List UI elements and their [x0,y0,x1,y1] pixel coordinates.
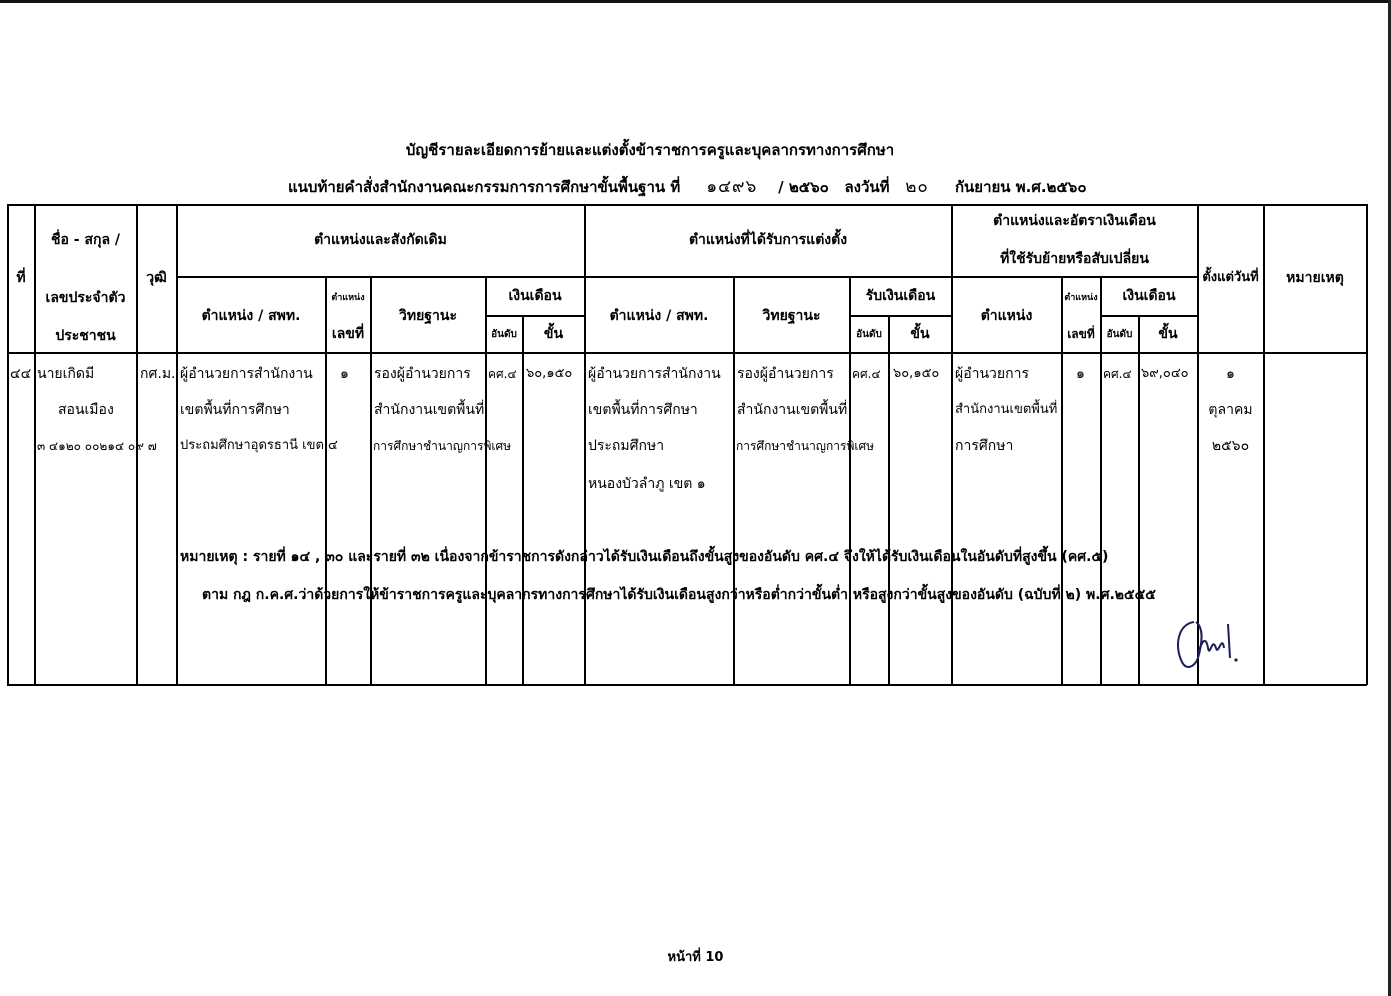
header-used-group-line2: ที่ใช้รับย้ายหรือสับเปลี่ยน [1000,251,1149,267]
row-used-rank: คศ.๔ [1103,367,1132,381]
row-new-position-line3: ประถมศึกษา [588,438,665,454]
row-citizen-id: ๓ ๔๑๒๐ ๐๐๒๑๔ ๐๙ ๗ [37,439,157,453]
row-name-line2: สอนเมือง [58,402,114,418]
header-remarks: หมายเหตุ [1286,270,1344,286]
document-title: บัญชีรายละเอียดการย้ายและแต่งตั้งข้าราชการครูและบุคลากรทางการศึกษา [405,141,895,159]
table-line-salary3 [1100,315,1197,317]
row-orig-step: ๖๐,๑๕๐ [526,366,573,381]
header-effective-date: ตั้งแต่วันที่ [1202,270,1259,285]
header-new-standing: วิทยฐานะ [762,308,821,324]
table-border-top [7,204,1367,206]
table-border-bottom [7,684,1367,686]
header-no: ที่ [16,270,26,286]
row-used-position-line2: สำนักงานเขตพื้นที่ [955,402,1058,417]
row-new-position-line4: หนองบัวลำภู เขต ๑ [588,476,706,492]
page-number: หน้าที่ 10 [667,950,724,965]
col-line-12 [951,204,953,685]
row-orig-standing-line3: การศึกษาชำนาญการพิเศษ [373,439,512,453]
header-new-rank: อันดับ [856,329,882,340]
header-used-number: เลขที่ [1067,327,1095,341]
row-no: ๔๔ [10,366,32,382]
col-line-15 [1138,315,1140,685]
order-number: ๑๔๙๖ [706,177,758,197]
row-new-standing-line1: รองผู้อำนวยการ [737,366,834,382]
col-line-3 [176,204,178,685]
table-line-salary2 [849,315,951,317]
header-orig-standing: วิทยฐานะ [399,308,457,324]
row-effective-line2: ตุลาคม [1208,402,1253,418]
header-orig-position-small: ตำแหน่ง [331,293,365,303]
table-border-right [1366,204,1368,685]
col-line-5 [370,276,372,685]
header-used-step: ขั้น [1158,326,1178,342]
table-line-subheader [177,276,1197,278]
header-name-line1: ชื่อ - สกุล / [50,232,121,248]
row-new-rank: คศ.๔ [852,367,881,381]
header-used-position-small: ตำแหน่ง [1064,293,1098,303]
header-used-salary: เงินเดือน [1122,288,1176,304]
col-line-7 [522,315,524,685]
order-year: / ๒๕๖๐ [778,178,829,196]
row-new-standing-line3: การศึกษาชำนาญการพิเศษ [736,439,875,453]
row-used-position-line1: ผู้อำนวยการ [955,366,1029,382]
header-orig-number: เลขที่ [331,326,365,342]
signature-mark [1172,614,1262,674]
date-label: ลงวันที่ [844,178,890,196]
header-new-position: ตำแหน่ง / สพท. [609,308,709,324]
header-original-group: ตำแหน่งและสังกัดเดิม [314,232,447,248]
header-name-line3: ประชาชน [55,328,116,344]
header-orig-salary: เงินเดือน [508,288,562,304]
col-line-9 [733,276,735,685]
row-new-position-line1: ผู้อำนวยการสำนักงาน [588,366,721,382]
header-used-group-line1: ตำแหน่งและอัตราเงินเดือน [993,213,1156,229]
col-line-11 [888,315,890,685]
col-line-1 [34,204,36,685]
col-line-8 [584,204,586,685]
header-name-line2: เลขประจำตัว [45,290,126,306]
header-appointed-group: ตำแหน่งที่ได้รับการแต่งตั้ง [688,232,848,248]
document-subtitle [288,173,1086,200]
row-effective-line3: ๒๕๖๐ [1211,438,1250,454]
row-orig-position-line3: ประถมศึกษาอุดรธานี เขต ๔ [180,438,338,453]
header-new-salary: รับเงินเดือน [865,288,936,304]
row-orig-number: ๑ [340,366,349,382]
row-name-line1: นายเกิดมี [37,366,95,382]
header-orig-position: ตำแหน่ง / สพท. [201,308,301,324]
row-degree: กศ.ม. [140,366,176,382]
table-line-salary [485,315,584,317]
row-used-step: ๖๙,๐๔๐ [1141,366,1189,381]
row-orig-position-line1: ผู้อำนวยการสำนักงาน [180,366,313,382]
header-orig-step: ขั้น [543,326,564,342]
order-day: ๒๐ [905,177,929,197]
header-new-step: ขั้น [910,326,930,342]
row-orig-position-line2: เขตพื้นที่การศึกษา [180,402,290,418]
row-effective-line1: ๑ [1226,366,1235,382]
row-orig-rank: คศ.๔ [488,367,517,381]
subtitle-prefix: แนบท้ายคำสั่งสำนักงานคณะกรรมการการศึกษาขั้นพื้นฐาน ที่ [288,178,681,196]
header-degree: วุฒิ [146,270,167,286]
row-used-number: ๑ [1076,366,1085,382]
header-used-rank: อันดับ [1106,329,1133,340]
row-new-standing-line2: สำนักงานเขตพื้นที่ [737,402,848,418]
order-month-year: กันยายน พ.ศ.๒๕๖๐ [954,178,1087,196]
row-new-position-line2: เขตพื้นที่การศึกษา [588,402,698,418]
scan-edge-top [0,0,1391,3]
header-used-position: ตำแหน่ง [980,308,1033,324]
remark-note-line1: หมายเหตุ : รายที่ ๑๔ , ๓๐ และรายที่ ๓๒ เนื่องจากข้าราชการดังกล่าวได้รับเงินเดือนถึงขั้นสูงของอันดับ คศ.๔ จึงให้ได้รับเงินเดือนในอันดับที่สูงขึ้น (คศ.๕) [180,549,1109,565]
header-orig-rank: อันดับ [491,329,517,340]
row-used-position-line3: การศึกษา [955,438,1014,454]
row-new-step: ๖๐,๑๕๐ [893,366,940,381]
row-orig-standing-line2: สำนักงานเขตพื้นที่ [374,402,485,418]
table-line-header-bottom [7,352,1367,354]
remark-note-line2: ตาม กฎ ก.ค.ศ.ว่าด้วยการให้ข้าราชการครูและบุคลากรทางการศึกษาได้รับเงินเดือนสูงกว่าหรือต่ำกว่าขั้นต่ำ หรือสูงกว่าขั้นสูงของอันดับ (ฉบับที่ ๒) พ.ศ.๒๕๕๕ [202,587,1156,603]
row-orig-standing-line1: รองผู้อำนวยการ [374,366,471,382]
